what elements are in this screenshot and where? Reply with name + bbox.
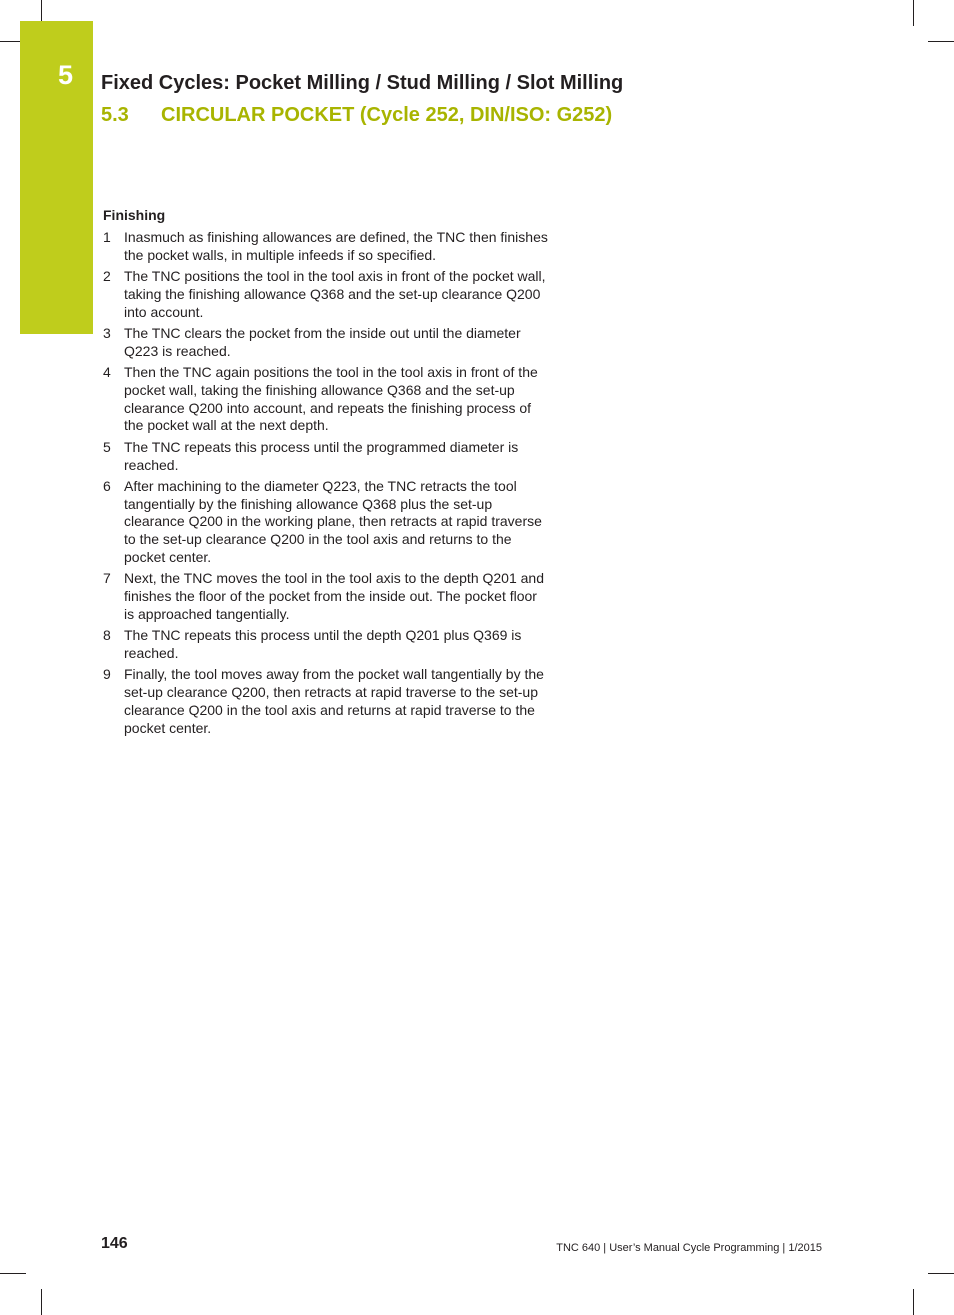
step-number: 3 [103, 324, 111, 341]
section-number: 5.3 [101, 104, 129, 126]
page-number: 146 [101, 1235, 128, 1252]
step-text: Then the TNC again positions the tool in the tool axis in front of the pocket wall, taking the finishing allowance Q368 and the set-up clearance Q200 into account, and repeats the finishing process of the pocket wall at the next depth. [124, 364, 538, 434]
section-title: CIRCULAR POCKET (Cycle 252, DIN/ISO: G252) [161, 104, 613, 126]
list-item [103, 666, 548, 737]
step-number: 7 [103, 570, 111, 587]
step-number: 5 [103, 438, 111, 455]
step-text: After machining to the diameter Q223, the TNC retracts the tool tangentially by the finishing allowance Q368 plus the set-up clearance Q200 in the working plane, then retracts at rapid traverse to the set-up clearance Q200 in the tool axis and returns to the pocket center. [124, 477, 542, 566]
subheading: Finishing [103, 207, 166, 223]
step-text: Next, the TNC moves the tool in the tool axis to the depth Q201 and finishes the floor of the pocket from the inside out. The pocket floor is approached tangentially. [124, 570, 544, 622]
step-number: 2 [103, 268, 111, 285]
crop-mark [0, 1273, 26, 1274]
step-text: Finally, the tool moves away from the pocket wall tangentially by the set-up clearance Q200, then retracts at rapid traverse to the set-up clearance Q200 in the tool axis and returns at rapid traverse to the pocket center. [124, 666, 544, 736]
step-text: The TNC clears the pocket from the inside out until the diameter Q223 is reached. [124, 324, 521, 359]
step-text: The TNC positions the tool in the tool axis in front of the pocket wall, taking the finishing allowance Q368 and the set-up clearance Q200 into account. [124, 268, 546, 320]
list-item [103, 439, 548, 475]
list-item [103, 570, 548, 623]
step-number: 1 [103, 229, 111, 245]
chapter-title: Fixed Cycles: Pocket Milling / Stud Milling / Slot Milling [101, 72, 624, 94]
list-item [103, 478, 548, 567]
list-item [103, 268, 548, 321]
step-number: 8 [103, 627, 111, 644]
main-content [103, 205, 548, 741]
list-item [103, 229, 548, 265]
crop-mark [913, 0, 914, 26]
list-item [103, 627, 548, 663]
step-number: 9 [103, 666, 111, 683]
step-number: 6 [103, 477, 111, 494]
step-text: The TNC repeats this process until the depth Q201 plus Q369 is reached. [124, 627, 522, 662]
crop-mark [913, 1289, 914, 1315]
step-list [103, 229, 548, 738]
crop-mark [928, 41, 954, 42]
step-number: 4 [103, 364, 111, 381]
section-heading [101, 104, 612, 127]
list-item [103, 364, 548, 435]
list-item [103, 325, 548, 361]
crop-mark [928, 1273, 954, 1274]
footer-text: TNC 640 | User’s Manual Cycle Programming | 1/2015 [556, 1242, 822, 1254]
chapter-tab [20, 21, 93, 334]
chapter-number: 5 [58, 60, 74, 90]
step-text: The TNC repeats this process until the programmed diameter is reached. [124, 438, 519, 473]
crop-mark [41, 1289, 42, 1315]
step-text: Inasmuch as finishing allowances are defined, the TNC then finishes the pocket walls, in multiple infeeds if so specified. [124, 229, 548, 263]
